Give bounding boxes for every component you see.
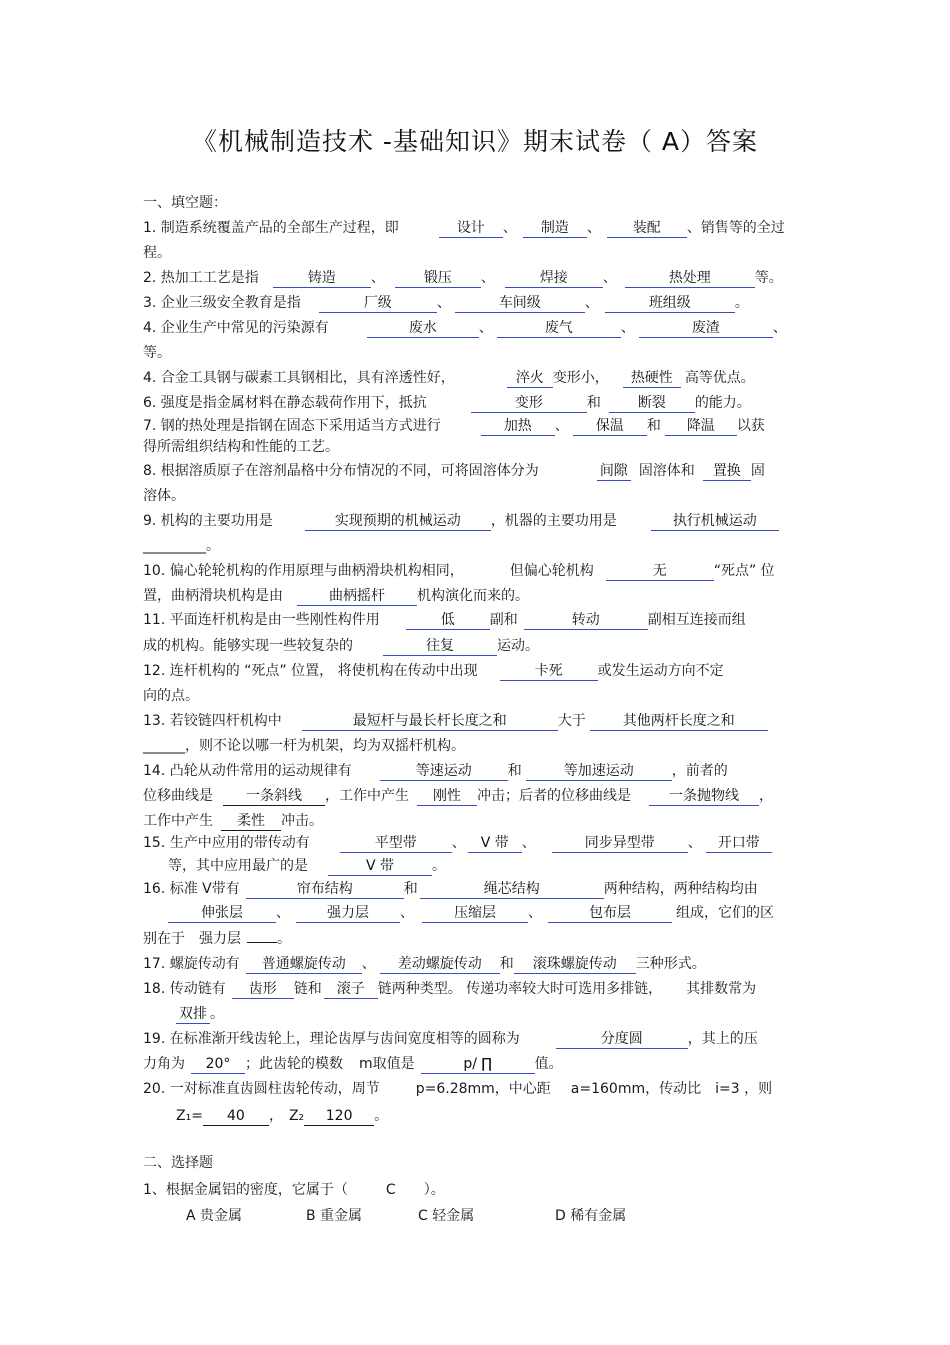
section-heading: 二、选择题	[143, 1155, 213, 1171]
answer-blank: 一条斜线	[223, 787, 325, 806]
answer-blank	[247, 942, 277, 943]
answer-blank: 转动	[524, 611, 648, 630]
answer-blank: 滚子	[324, 980, 378, 999]
question-13: 13. 若铰链四杆机构中 最短杆与最长杆长度之和 大于 其他两杆长度之和	[143, 711, 768, 731]
answer-blank: 包布层	[548, 904, 672, 923]
question-12-cont: 向的点。	[143, 688, 199, 704]
answer-blank: 保温	[573, 417, 647, 436]
question-14-cont: 位移曲线是 一条斜线 ，工作中产生 刚性 冲击；后者的位移曲线是 一条抛物线 ，	[143, 788, 773, 804]
question-16-cont: 伸张层 、 强力层 、 压缩层 、 包布层 组成，它们的区	[168, 903, 774, 923]
answer-blank: 淬火	[507, 369, 553, 388]
question-18: 18. 传动链有 齿形 链和 滚子 链两种类型。 传递功率较大时可选用多排链， 其排数常为	[143, 981, 757, 997]
question-8-cont: 溶体。	[143, 488, 185, 504]
answer-blank: 强力层	[296, 904, 400, 923]
answer-blank: 40	[203, 1107, 269, 1126]
answer-blank: 废渣	[639, 319, 773, 338]
answer-blank: 厂级	[319, 294, 437, 313]
section-heading: 一、填空题：	[143, 195, 227, 211]
answer-blank: 齿形	[232, 980, 294, 999]
question-15-cont: 等，其中应用最广的是 V 带 。	[168, 858, 446, 874]
question-6: 6. 强度是指金属材料在静态载荷作用下，抵抗 变形 和 断裂 的能力。	[143, 395, 751, 411]
question-17: 17. 螺旋传动有 普通螺旋传动 、 差动螺旋传动 和 滚珠螺旋传动 三种形式。	[143, 956, 706, 972]
answer-blank: 变形	[471, 394, 587, 413]
answer-blank: 同步异型带	[552, 834, 688, 853]
answer-blank: 等速运动	[380, 762, 508, 781]
question-13-cont: ______，则不论以哪一杆为机架，均为双摇杆机构。	[143, 738, 465, 754]
answer-blank: 帘布结构	[246, 880, 404, 899]
answer-blank: 无	[606, 562, 714, 581]
question-14: 14. 凸轮从动件常用的运动规律有 等速运动 和 等加速运动 ，前者的	[143, 763, 728, 779]
answer-blank: 卡死	[500, 662, 598, 681]
answer-blank: 差动螺旋传动	[380, 955, 500, 974]
answer-blank: 低	[406, 611, 490, 630]
question-5: 4. 合金工具钢与碳素工具钢相比，具有淬透性好， 淬火 变形小， 热硬性 高等优点。	[143, 370, 755, 386]
question-4: 4. 企业生产中常见的污染源有 废水 、 废气 、 废渣 、	[143, 320, 787, 336]
answer-blank: 20°	[191, 1055, 245, 1074]
question-10-cont: 置，曲柄滑块机构是由 曲柄摇杆 机构演化而来的。	[143, 588, 529, 604]
question-9: 9. 机构的主要功用是 实现预期的机械运动 ，机器的主要功用是 执行机械运动	[143, 511, 779, 531]
question-7: 7. 钢的热处理是指钢在固态下采用适当方式进行 加热 、 保温 和 降温 以获	[143, 418, 765, 434]
question-10: 10. 偏心轮轮机构的作用原理与曲柄滑块机构相同， 但偏心轮机构 无 “死点” 位	[143, 563, 775, 579]
answer-blank: V 带	[328, 857, 432, 876]
answer-blank: 平型带	[340, 834, 452, 853]
answer-blank: 其他两杆长度之和	[590, 712, 768, 731]
choice-option-a: A 贵金属	[186, 1208, 243, 1224]
answer-blank: 等加速运动	[526, 762, 672, 781]
question-3: 3. 企业三级安全教育是指 厂级 、 车间级 、 班组级 。	[143, 295, 749, 311]
answer-blank: 最短杆与最长杆长度之和	[302, 712, 558, 731]
answer-blank: 滚珠螺旋传动	[514, 955, 636, 974]
answer-blank: p/ ∏	[421, 1055, 535, 1074]
answer-blank: 执行机械运动	[651, 512, 779, 531]
answer-blank: 铸造	[273, 269, 371, 288]
question-8: 8. 根据溶质原子在溶剂晶格中分布情况的不同，可将固溶体分为 间隙 固溶体和 置换 固	[143, 463, 765, 479]
question-7-cont: 得所需组织结构和性能的工艺。	[143, 439, 339, 455]
answer-blank: V 带	[468, 834, 522, 853]
answer-blank: 一条抛物线	[649, 787, 759, 806]
question-15: 15. 生产中应用的带传动有 平型带 、 V 带 、 同步异型带 、 开口带	[143, 833, 772, 853]
choice-option-b: B 重金属	[306, 1208, 363, 1224]
answer-blank: 废水	[367, 319, 479, 338]
answer-blank: 绳芯结构	[420, 880, 604, 899]
choice-option-d: D 稀有金属	[555, 1208, 627, 1224]
answer-blank: 班组级	[605, 294, 735, 313]
answer-blank: 压缩层	[422, 904, 528, 923]
answer-blank: 置换	[703, 462, 751, 481]
question-1: 1. 制造系统覆盖产品的全部生产过程，即 设计 、 制造 、 装配 、销售等的全过	[143, 220, 785, 236]
question-11: 11. 平面连杆机构是由一些刚性构件用 低 副和 转动 副相互连接而组	[143, 612, 746, 628]
answer-blank: 热处理	[625, 269, 755, 288]
answer-blank: 车间级	[455, 294, 585, 313]
question-4-cont: 等。	[143, 345, 171, 361]
answer-blank: 分度圆	[556, 1030, 688, 1049]
answer-blank: 120	[304, 1107, 374, 1126]
answer-blank: 间隙	[597, 462, 631, 481]
question-14-cont2: 工作中产生 柔性 冲击。	[143, 813, 323, 829]
answer-blank: 曲柄摇杆	[297, 587, 417, 606]
question-16: 16. 标准 V带有 帘布结构 和 绳芯结构 两种结构，两种结构均由	[143, 881, 758, 897]
answer-blank: 设计	[439, 219, 503, 238]
answer-blank: 制造	[523, 219, 587, 238]
answer-blank: 双排	[176, 1005, 210, 1024]
answer-blank: 加热	[481, 417, 555, 436]
answer-blank: 热硬性	[623, 369, 681, 388]
answer-blank: 实现预期的机械运动	[305, 512, 491, 531]
question-9-cont: _________。	[143, 538, 220, 554]
question-20-cont: Z₁= 40 ， Z₂ 120 。	[176, 1108, 389, 1124]
question-18-cont: 双排 。	[176, 1004, 224, 1024]
page-title: 《机械制造技术 -基础知识》期末试卷（ A）答案	[191, 127, 759, 156]
answer-blank: 伸张层	[168, 904, 276, 923]
question-16-cont2: 别在于 强力层 。	[143, 931, 291, 947]
answer-blank: 废气	[497, 319, 621, 338]
answer-blank: 开口带	[706, 834, 772, 853]
choice-option-c: C 轻金属	[418, 1208, 475, 1224]
question-12: 12. 连杆机构的 “死点” 位置， 将使机构在传动中出现 卡死 或发生运动方向不定	[143, 663, 724, 679]
answer-blank: 普通螺旋传动	[246, 955, 362, 974]
choice-question-1: 1、根据金属铝的密度，它属于（ C ）。	[143, 1182, 445, 1198]
answer-blank: 断裂	[609, 394, 695, 413]
answer-blank: 刚性	[417, 787, 477, 806]
question-19-cont: 力角为 20° ；此齿轮的模数 m取值是 p/ ∏ 值。	[143, 1056, 563, 1072]
question-1-cont: 程。	[143, 245, 171, 261]
answer-blank: 往复	[383, 637, 497, 656]
choice-answer: C	[385, 1182, 396, 1198]
question-2: 2. 热加工工艺是指 铸造 、 锻压 、 焊接 、 热处理 等。	[143, 270, 783, 286]
answer-blank: 焊接	[505, 269, 603, 288]
answer-blank: 柔性	[221, 812, 281, 831]
answer-blank: 装配	[607, 219, 687, 238]
answer-blank: 降温	[665, 417, 737, 436]
answer-blank: 锻压	[395, 269, 481, 288]
question-20: 20. 一对标准直齿圆柱齿轮传动，周节 p=6.28mm，中心距 a=160mm，传动比 i=3 ，则	[143, 1081, 773, 1097]
question-19: 19. 在标准渐开线齿轮上，理论齿厚与齿间宽度相等的圆称为 分度圆 ，其上的压	[143, 1031, 758, 1047]
question-11-cont: 成的机构。能够实现一些较复杂的 往复 运动。	[143, 638, 539, 654]
